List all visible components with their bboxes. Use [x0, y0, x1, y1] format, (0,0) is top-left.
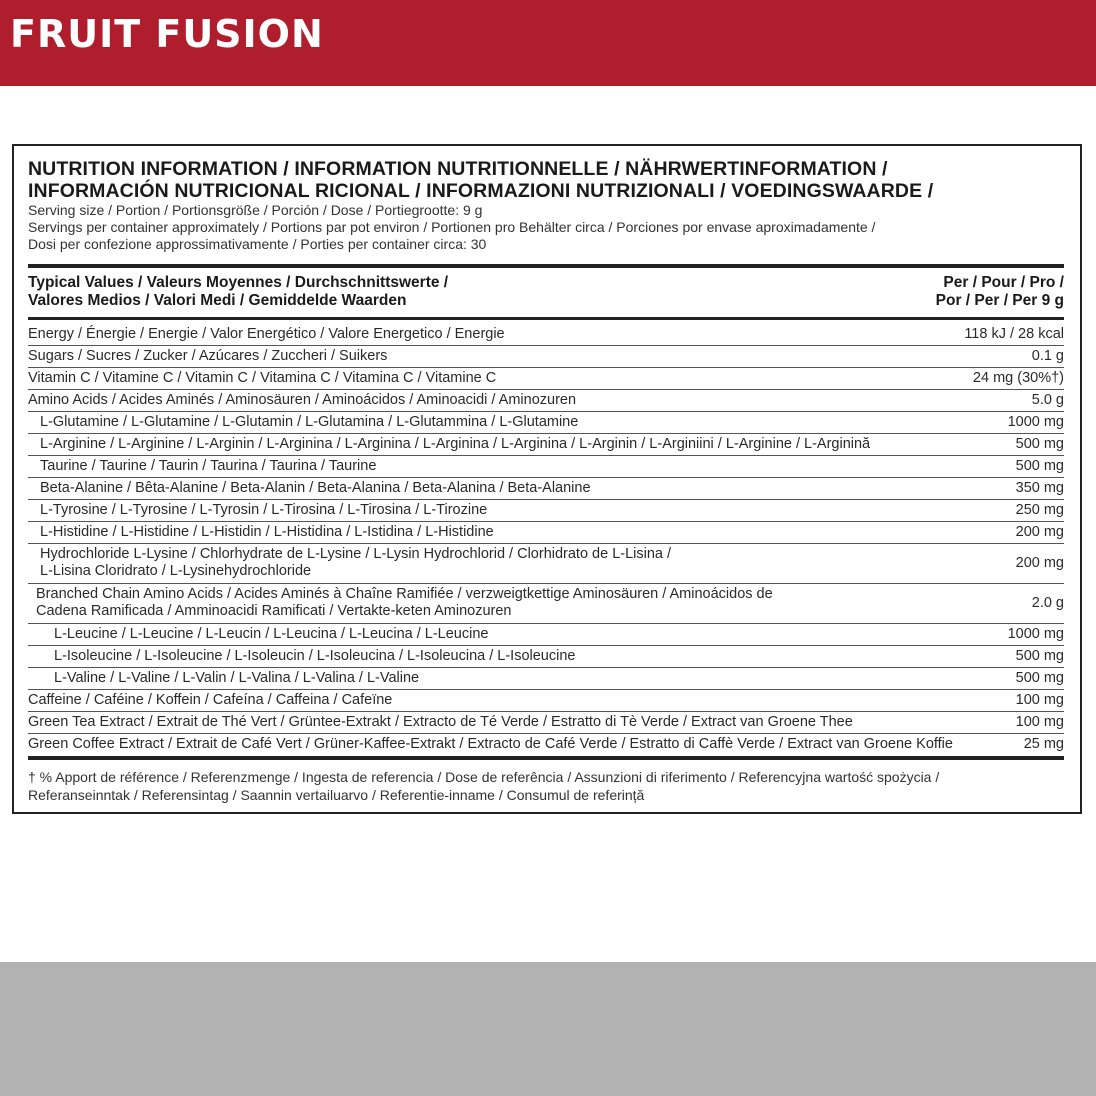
nutrient-name: Caffeine / Caféine / Koffein / Cafeína / Caffeina / Cafeïne [28, 692, 393, 708]
per-serving-line1: Per / Pour / Pro / [943, 274, 1064, 291]
nutrient-amount: 500 mg [1015, 436, 1064, 452]
nutrient-name: L-Isoleucine / L-Isoleucine / L-Isoleucin / L-Isoleucina / L-Isoleucina / L-Isoleucine [54, 648, 576, 664]
servings-per-container-line1: Servings per container approximately / Portions par pot environ / Portionen pro Behälter circa / Porciones por envase aproximadamente / [28, 219, 876, 235]
nutrient-row [28, 434, 1064, 456]
nutrient-amount: 250 mg [1015, 502, 1064, 518]
nutrient-name: L-Glutamine / L-Glutamine / L-Glutamin / L-Glutamina / L-Glutammina / L-Glutamine [40, 414, 579, 430]
footnote-line1: † % Apport de référence / Referenzmenge / Ingesta de referencia / Dose de referência / Assunzioni di riferimento / Referencyjna wartość spożycia / [28, 769, 940, 785]
nutrient-amount: 1000 mg [1007, 626, 1064, 642]
table-header [28, 274, 1064, 316]
servings-per-container-line2: Dosi per confezione approssimativamente / Porties per container circa: 30 [28, 236, 487, 252]
typical-values-heading [28, 274, 448, 310]
flavor-title: FRUIT FUSION [10, 12, 324, 56]
nutrient-name: Beta-Alanine / Bêta-Alanine / Beta-Alanin / Beta-Alanina / Beta-Alanina / Beta-Alanine [40, 480, 591, 496]
nutrient-row [28, 522, 1064, 544]
nutrient-name: L-Arginine / L-Arginine / L-Arginin / L-Arginina / L-Arginina / L-Arginina / L-Arginina / L-Arginin / L-Arginiini / L-Arginine / L-Arginină [40, 436, 871, 452]
nutrient-name: Amino Acids / Acides Aminés / Aminosäuren / Aminoácidos / Aminoacidi / Aminozuren [28, 392, 577, 408]
header-divider [28, 264, 1064, 268]
nutrient-row [28, 500, 1064, 522]
nutrient-row [28, 478, 1064, 500]
panel-heading-line2: INFORMACIÓN NUTRICIONAL RICIONAL / INFORMAZIONI NUTRIZIONALI / VOEDINGSWAARDE / [28, 180, 934, 202]
nutrient-amount: 100 mg [1015, 714, 1064, 730]
nutrient-amount: 350 mg [1015, 480, 1064, 496]
nutrient-amount: 25 mg [1023, 736, 1064, 752]
nutrient-row [28, 346, 1064, 368]
nutrition-panel [12, 144, 1082, 814]
nutrient-name: L-Histidine / L-Histidine / L-Histidin / L-Histidina / L-Istidina / L-Histidine [40, 524, 494, 540]
nutrient-amount: 2.0 g [1031, 595, 1064, 611]
nutrient-name: Sugars / Sucres / Zucker / Azúcares / Zuccheri / Suikers [28, 348, 388, 364]
nutrient-amount: 200 mg [1015, 555, 1064, 571]
reference-intake-footnote [28, 768, 1068, 804]
nutrient-amount: 500 mg [1015, 670, 1064, 686]
brand-banner [0, 0, 1096, 86]
typical-values-line1: Typical Values / Valeurs Moyennes / Durchschnittswerte / [28, 274, 449, 291]
nutrient-row [28, 668, 1064, 690]
nutrient-name: Branched Chain Amino Acids / Acides Aminés à Chaîne Ramifiée / verzweigtkettige Aminosäuren / Aminoácidos de [36, 586, 773, 602]
nutrient-row [28, 412, 1064, 434]
nutrient-name: Taurine / Taurine / Taurin / Taurina / Taurina / Taurine [40, 458, 377, 474]
table-header-divider [28, 317, 1064, 320]
serving-size: Serving size / Portion / Portionsgröße / Porción / Dose / Portiegrootte: 9 g [28, 202, 483, 218]
nutrient-row [28, 734, 1064, 756]
nutrient-row [28, 456, 1064, 478]
panel-heading-line1: NUTRITION INFORMATION / INFORMATION NUTRITIONNELLE / NÄHRWERTINFORMATION / [28, 158, 888, 180]
nutrient-row [28, 544, 1064, 584]
bottom-gray-band [0, 962, 1096, 1096]
nutrient-name: L-Tyrosine / L-Tyrosine / L-Tyrosin / L-Tirosina / L-Tirosina / L-Tirozine [40, 502, 488, 518]
nutrient-amount: 500 mg [1015, 458, 1064, 474]
nutrient-row [28, 324, 1064, 346]
nutrient-amount: 24 mg (30%†) [972, 370, 1064, 386]
nutrient-amount: 1000 mg [1007, 414, 1064, 430]
nutrient-amount: 0.1 g [1031, 348, 1064, 364]
nutrient-row [28, 712, 1064, 734]
nutrient-name-continued: Cadena Ramificada / Amminoacidi Ramificati / Vertakte-keten Aminozuren [36, 603, 512, 619]
nutrient-amount: 200 mg [1015, 524, 1064, 540]
panel-header [28, 158, 1068, 253]
nutrient-amount: 500 mg [1015, 648, 1064, 664]
nutrient-table [28, 324, 1064, 756]
table-bottom-divider [28, 756, 1064, 760]
nutrient-row [28, 624, 1064, 646]
nutrient-amount: 5.0 g [1031, 392, 1064, 408]
typical-values-line2: Valores Medios / Valori Medi / Gemiddelde Waarden [28, 292, 407, 309]
footnote-line2: Referanseinntak / Referensintag / Saannin vertailuarvo / Referentie-inname / Consumul de referință [28, 787, 645, 803]
nutrient-row [28, 368, 1064, 390]
nutrient-name: Vitamin C / Vitamine C / Vitamin C / Vitamina C / Vitamina C / Vitamine C [28, 370, 497, 386]
nutrient-row [28, 390, 1064, 412]
nutrient-name: L-Valine / L-Valine / L-Valin / L-Valina / L-Valina / L-Valine [54, 670, 420, 686]
nutrient-name: Green Tea Extract / Extrait de Thé Vert / Grüntee-Extrakt / Extracto de Té Verde / Estratto di Tè Verde / Extract van Groene Thee [28, 714, 853, 730]
nutrient-row [28, 646, 1064, 668]
nutrient-name: Hydrochloride L-Lysine / Chlorhydrate de L-Lysine / L-Lysin Hydrochlorid / Clorhidrato de L-Lisina / [40, 546, 672, 562]
nutrient-name: Green Coffee Extract / Extrait de Café Vert / Grüner-Kaffee-Extrakt / Extracto de Café Verde / Estratto di Caffè Verde / Extract van Groene Koffie [28, 736, 953, 752]
nutrient-row [28, 584, 1064, 624]
per-serving-line2: Por / Per / Per 9 g [935, 292, 1064, 309]
nutrient-name: Energy / Énergie / Energie / Valor Energético / Valore Energetico / Energie [28, 326, 505, 342]
nutrient-row [28, 690, 1064, 712]
nutrient-amount: 100 mg [1015, 692, 1064, 708]
nutrient-name-continued: L-Lisina Cloridrato / L-Lysinehydrochloride [40, 563, 312, 579]
per-serving-heading [936, 274, 1064, 310]
nutrient-amount: 118 kJ / 28 kcal [964, 326, 1064, 342]
nutrient-name: L-Leucine / L-Leucine / L-Leucin / L-Leucina / L-Leucina / L-Leucine [54, 626, 489, 642]
